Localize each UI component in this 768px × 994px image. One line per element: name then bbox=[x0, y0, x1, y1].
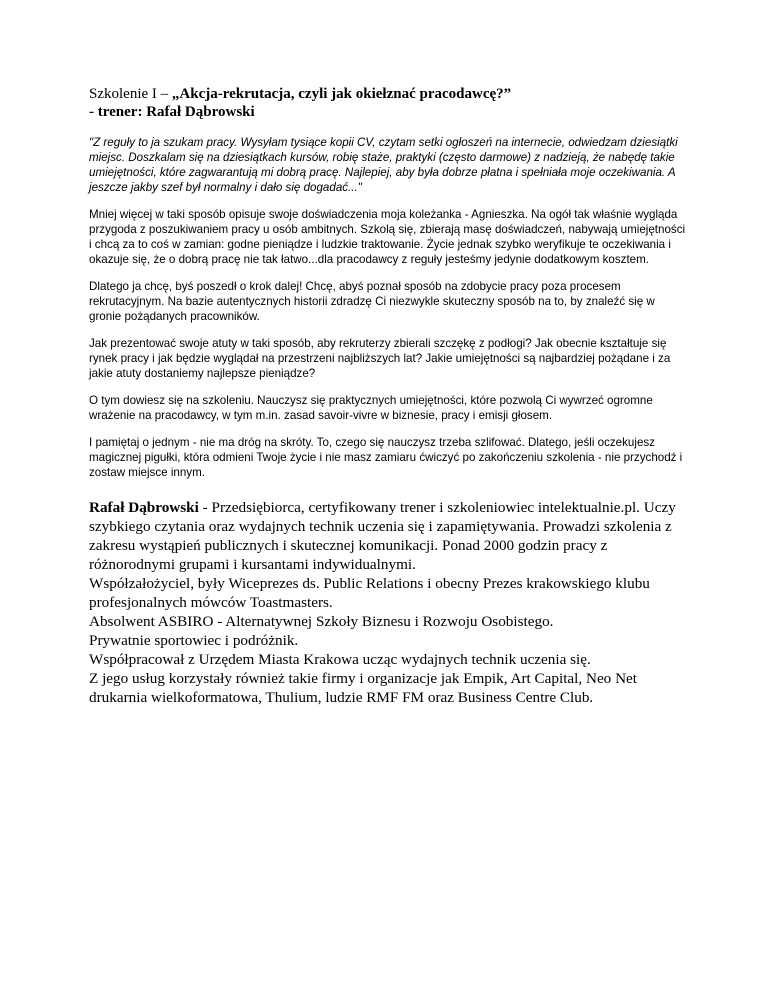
title-prefix: Szkolenie I – bbox=[89, 86, 172, 102]
training-title: „Akcja-rekrutacja, czyli jak okiełznać pracodawcę?” bbox=[171, 86, 512, 102]
paragraph-1: Mniej więcej w taki sposób opisuje swoje doświadczenia moja koleżanka - Agnieszka. Na ogół tak właśnie wygląda przygoda z poszukiwaniem pracy u osób ambitnych. Szkolą się, zbierają masę doświadczeń, nabywają umiejętności i chcą za to coś w zamian: godne pieniądze i ludzkie traktowanie. Życie jednak szybko weryfikuje te oczekiwania i okazuje się, że o dobrą pracę nie tak łatwo...dla pracodawcy z reguły jesteśmy jedynie dodatkowym kosztem. bbox=[89, 208, 686, 266]
trainer-line: - trener: Rafał Dąbrowski bbox=[89, 104, 255, 120]
bio-line-5: Współpracował z Urzędem Miasta Krakowa ucząc wydajnych technik uczenia się. bbox=[89, 651, 591, 668]
bio-line-4: Prywatnie sportowiec i podróżnik. bbox=[89, 632, 299, 649]
bio-name: Rafał Dąbrowski bbox=[89, 499, 199, 516]
bio-intro: - Przedsiębiorca, certyfikowany trener i szkoleniowiec intelektualnie.pl. Uczy szybkiego czytania oraz wydajnych technik uczenia się i zapamiętywania. Prowadzi szkolenia z zakresu wystąpień publicznych i skutecznej komunikacji. Ponad 2000 godzin pracy z różnorodnymi grupami i kursantami indywidualnymi. bbox=[89, 499, 676, 573]
bio-line-3: Absolwent ASBIRO - Alternatywnej Szkoły Biznesu i Rozwoju Osobistego. bbox=[89, 613, 554, 630]
document-page bbox=[89, 85, 689, 707]
bio-line-2: Współzałożyciel, były Wiceprezes ds. Public Relations i obecny Prezes krakowskiego klubu profesjonalnych mówców Toastmasters. bbox=[89, 575, 650, 611]
trainer-bio bbox=[89, 498, 689, 707]
paragraph-5: I pamiętaj o jednym - nie ma dróg na skróty. To, czego się nauczysz trzeba szlifować. Dlatego, jeśli oczekujesz magicznej pigułki, która odmieni Twoje życie i nie masz zamiaru ćwiczyć po zakończeniu szkolenia - nie przychodź i zostaw miejsce innym. bbox=[89, 436, 683, 479]
document-title bbox=[89, 85, 689, 121]
paragraph-3: Jak prezentować swoje atuty w taki sposób, aby rekruterzy zbierali szczękę z podłogi? Jak obecnie kształtuje się rynek pracy i jak będzie wyglądał na przestrzeni najbliższych lat? Jakie umiejętności są najbardziej pożądane i za jakie atuty dostaniemy najlepsze pieniądze? bbox=[89, 337, 671, 380]
bio-intro-line bbox=[89, 498, 689, 574]
quote-paragraph: "Z reguły to ja szukam pracy. Wysyłam tysiące kopii CV, czytam setki ogłoszeń na internecie, odwiedzam dziesiątki miejsc. Doszkalam się na dziesiątkach kursów, robię staże, praktyki (często darmowe) z nadzieją, że nabędę takie umiejętności, które zagwarantują mi dobrą pracę. Najlepiej, aby była dobrze płatna i spełniała moje oczekiwania. A jeszcze jakby szef był normalny i dało się dogadać..." bbox=[89, 136, 678, 194]
paragraph-2: Dlatego ja chcę, byś poszedł o krok dalej! Chcę, abyś poznał sposób na zdobycie pracy poza procesem rekrutacyjnym. Na bazie autentycznych historii zdradzę Ci niezwykle skuteczny sposób na to, by znaleźć się w gronie pożądanych pracowników. bbox=[89, 280, 655, 323]
paragraph-4: O tym dowiesz się na szkoleniu. Nauczysz się praktycznych umiejętności, które pozwolą Ci wywrzeć ogromne wrażenie na pracodawcy, w tym m.in. zasad savoir-vivre w biznesie, pracy i emisji głosem. bbox=[89, 394, 653, 422]
bio-line-6: Z jego usług korzystały również takie firmy i organizacje jak Empik, Art Capital, Neo Net drukarnia wielkoformatowa, Thulium, ludzie RMF FM oraz Business Centre Club. bbox=[89, 670, 638, 706]
